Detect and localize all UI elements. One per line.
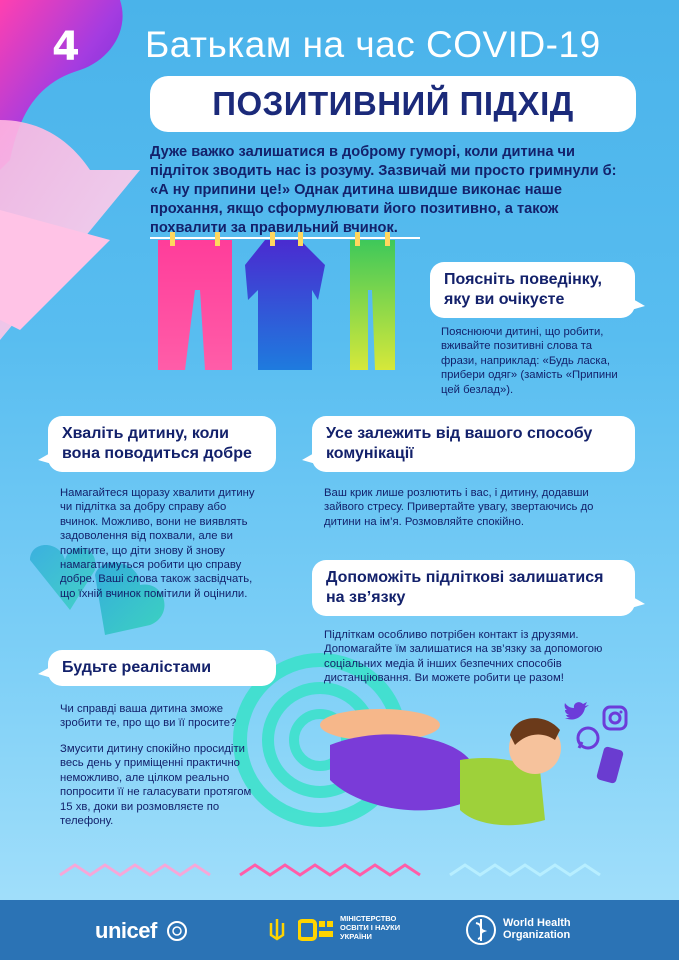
ministry-logo-icon	[298, 918, 334, 942]
connected-text: Підліткам особливо потрібен контакт із друзями. Допомагайте їм залишатися на зв’язку за допомогою соціальних медіа й інших безпечних способів дистанціювання. Ви можете робити це разом!	[324, 629, 603, 685]
trident-icon	[268, 917, 286, 943]
realistic-text-2: Змусити дитину спокійно просидіти весь день у приміщенні практично неможливо, але цілком реально попросити її не галасувати протягом 15 хв, доки ви розмовляєте по телефону.	[60, 743, 252, 828]
realistic-title: Будьте реалістами	[62, 659, 212, 676]
unicef-logo	[95, 918, 157, 944]
realistic-title-bubble	[48, 650, 276, 686]
praise-text: Намагайтеся щоразу хвалити дитину чи підлітка за добру справу або вчинок. Можливо, вони не виявлять задоволення від похвали, але ви помітите, що діти знову й знову намагатимуться робити цю справу добре. Ваші слова також засвідчать, що їхній вчинок помітили й оцінили.	[60, 487, 255, 600]
un-emblem-icon	[166, 920, 188, 942]
praise-title: Хваліть дитину, коли вона поводиться добре	[62, 425, 252, 462]
explain-text: Пояснюючи дитині, що робити, вживайте позитивні слова та фрази, наприклад: «Будь ласка, прибери одяг» (замість «Припини цей безлад»).	[441, 326, 618, 396]
praise-title-bubble	[48, 416, 276, 472]
ministry-line-2: ОСВІТИ І НАУКИ	[340, 923, 401, 932]
unicef-text: unicef	[95, 918, 157, 943]
connected-title-bubble	[312, 560, 635, 616]
ministry-line-1: МІНІСТЕРСТВО	[340, 914, 397, 923]
instagram-icon	[602, 705, 628, 731]
communication-title: Усе залежить від вашого способу комунікації	[326, 425, 593, 462]
whatsapp-icon	[575, 725, 601, 751]
intro-text: Дуже важко залишатися в доброму гуморі, коли дитина чи підліток зводить нас із розуму. Зазвичай ми просто гримнули б: «А ну припини це!» Однак дитина швидше виконає наше прохання, якщо сформулювати його позитивно, а також похвалити за правильний вчинок.	[150, 144, 617, 236]
who-line-2: Organization	[503, 929, 571, 941]
connected-title: Допоможіть підліткові залишатися на зв’язку	[326, 569, 604, 606]
who-emblem-icon	[464, 913, 498, 947]
ministry-line-3: УКРАЇНИ	[340, 932, 372, 941]
header-title: Батькам на час COVID-19	[145, 24, 601, 65]
explain-title-bubble	[430, 262, 635, 318]
page-title-text: ПОЗИТИВНИЙ ПІДХІД	[212, 85, 574, 122]
communication-title-bubble	[312, 416, 635, 472]
explain-title: Поясніть поведінку, яку ви очікуєте	[444, 271, 602, 308]
ministry-logo-text	[340, 914, 415, 941]
sheet-number: 4	[52, 24, 80, 70]
communication-text: Ваш крик лише розлютить і вас, і дитину, додавши зайвого стресу. Привертайте увагу, звертаючись до дитини на ім’я. Розмовляйте спокійно.	[324, 487, 594, 528]
page-title	[150, 76, 636, 132]
who-logo-text	[503, 917, 583, 941]
twitter-icon	[563, 700, 591, 724]
who-line-1: World Health	[503, 917, 571, 929]
realistic-text-1: Чи справді ваша дитина зможе зробити те, про що ви її просите?	[60, 703, 237, 730]
